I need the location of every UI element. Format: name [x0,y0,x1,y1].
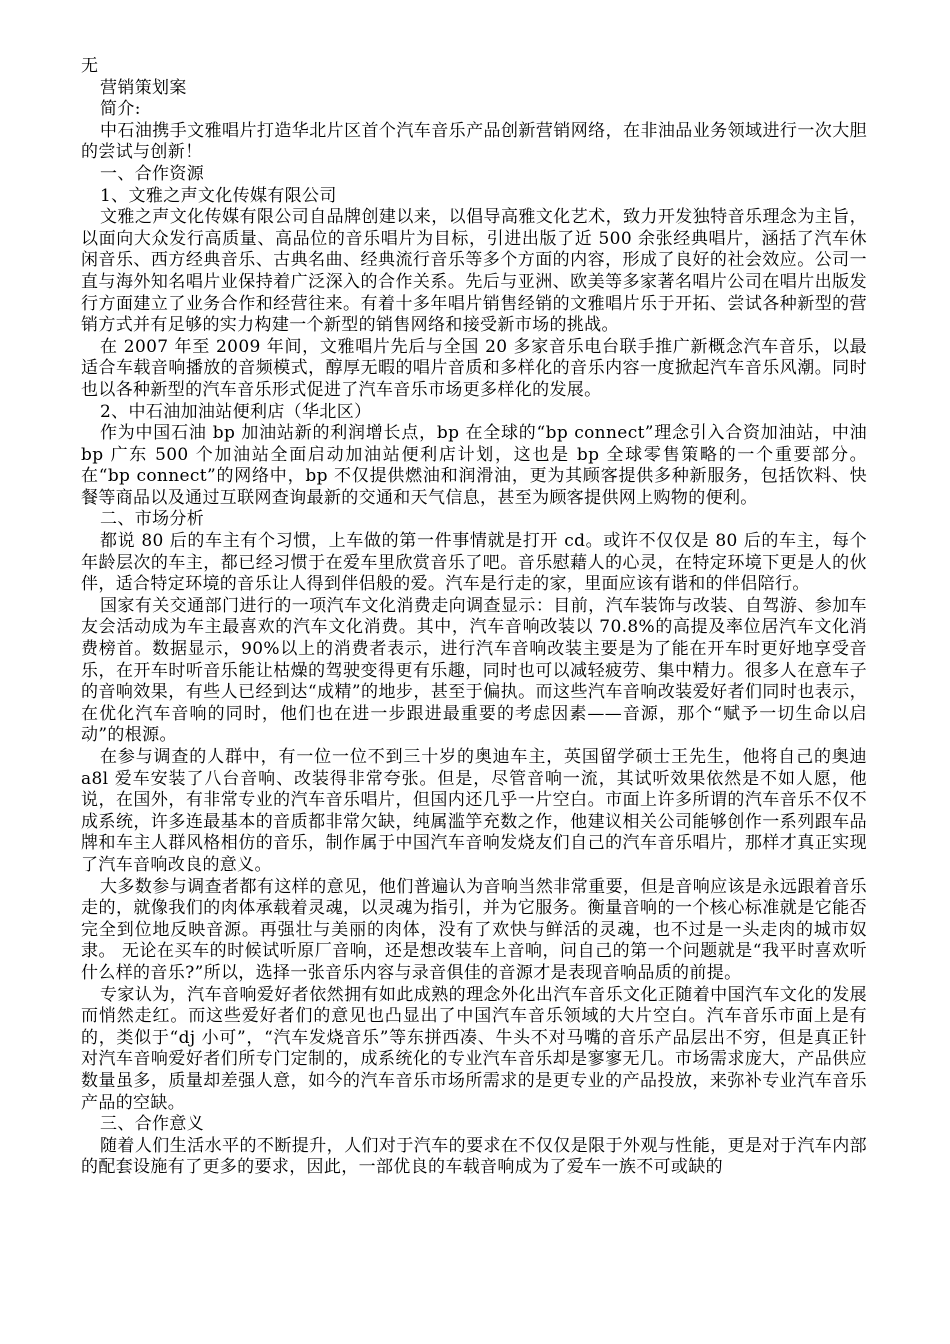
paragraph: 随着人们生活水平的不断提升，人们对于汽车的要求在不仅仅是限于外观与性能，更是对于汽车内部的配套设施有了更多的要求，因此，一部优良的车载音响成为了爱车一族不可或缺的 [81,1135,867,1178]
document-title: 营销策划案 [100,77,187,98]
paragraph: 都说 80 后的车主有个习惯，上车做的第一件事情就是打开 cd。或许不仅仅是 80 后的车主，每个年龄层次的车主，都已经习惯于在爱车里欣赏音乐了吧。音乐慰藉人的心灵，在特定环境下更是人的伙伴，适合特定环境的音乐让人得到伴侣般的爱。汽车是行走的家，里面应该有谐和的伴侣陪行。 [81,531,867,595]
section-heading-cooperation-significance: 三、合作意义 [100,1114,205,1135]
top-label: 无 [81,56,99,76]
document-page [81,56,867,1179]
intro-heading: 简介: [100,99,141,120]
paragraph: 作为中国石油 bp 加油站新的利润增长点，bp 在全球的“bp connect”理念引入合资加油站，中油 bp 广东 500 个加油站全面启动加油站便利店计划，这也是 bp 全球零售策略的一个重要部分。 在“bp connect”的网络中，bp 不仅提供燃油和润滑油，更为其顾客提供多种新服务，包括饮料、快餐等商品以及通过互联网查询最新的交通和天气信息，甚至为顾客提供网上购物的便利。 [81,423,867,508]
paragraph: 大多数参与调查者都有这样的意见，他们普遍认为音响当然非常重要，但是音响应该是永远跟着音乐走的，就像我们的肉体承载着灵魂，以灵魂为指引，并为它服务。衡量音响的一个核心标准就是它能否完全到位地反映音源。再强壮与美丽的肉体，没有了欢快与鲜活的灵魂，也不过是一头走肉的城市奴隶。 无论在买车的时候试听原厂音响，还是想改装车上音响，问自己的第一个问题就是“我平时喜欢听什么样的音乐?”所以，选择一张音乐内容与录音俱佳的音源才是表现音响品质的前提。 [81,876,867,983]
paragraph: 在参与调查的人群中，有一位一位不到三十岁的奥迪车主，英国留学硕士王先生，他将自己的奥迪 a8l 爱车安装了八台音响、改装得非常夸张。但是，尽管音响一流，其试听效果依然是不如人愿，他说，在国外，有非常专业的汽车音乐唱片，但国内还几乎一片空白。市面上许多所谓的汽车音乐不仅不成系统，许多连最基本的音质都非常欠缺，纯属滥竽充数之作，他建议相关公司能够创作一系列跟车品牌和车主人群风格相仿的音乐，制作属于中国汽车音响发烧友们自己的汽车音乐唱片，那样才真正实现了汽车音响改良的意义。 [81,747,867,875]
intro-paragraph: 中石油携手文雅唱片打造华北片区首个汽车音乐产品创新营销网络，在非油品业务领域进行一次大胆的尝试与创新！ [81,120,867,163]
paragraph: 在 2007 年至 2009 年间，文雅唱片先后与全国 20 多家音乐电台联手推广新概念汽车音乐，以最适合车载音响播放的音频模式，醇厚无暇的唱片音质和多样化的音乐内容一度掀起汽车音乐风潮。同时也以各种新型的汽车音乐形式促进了汽车音乐市场更多样化的发展。 [81,336,867,400]
paragraph: 专家认为，汽车音响爱好者依然拥有如此成熟的理念外化出汽车音乐文化正随着中国汽车文化的发展而悄然走红。而这些爱好者们的意见也凸显出了中国汽车音乐领域的大片空白。汽车音乐市面上是有的，类似于“dj 小可”，“汽车发烧音乐”等东拼西凑、牛头不对马嘴的音乐产品层出不穷，但是真正针对汽车音响爱好者们所专门定制的，成系统化的专业汽车音乐却是寥寥无几。市场需求庞大，产品供应数量虽多，质量却差强人意，如今的汽车音乐市场所需求的是更专业的产品投放，来弥补专业汽车音乐产品的空缺。 [81,984,867,1113]
section-heading-market-analysis: 二、市场分析 [100,509,205,530]
subsection-heading-petrochina: 2、中石油加油站便利店（华北区） [100,401,372,422]
paragraph: 国家有关交通部门进行的一项汽车文化消费走向调查显示：目前，汽车装饰与改装、自驾游、参加车友会活动成为车主最喜欢的汽车文化消费。其中，汽车音响改装以 70.8%的高提及率位居汽车文化消费榜首。数据显示，90%以上的消费者表示，进行汽车音响改装主要是为了能在开车时更好地享受音乐，在开车时听音乐能让枯燥的驾驶变得更有乐趣，同时也可以减轻疲劳、集中精力。很多人在意车子的音响效果，有些人已经到达“成精”的地步，甚至于偏执。而这些汽车音响改装爱好者们同时也表示，在优化汽车音响的同时，他们也在进一步跟进最重要的考虑因素——音源，那个“赋予一切生命以启动”的根源。 [81,595,867,746]
subsection-heading-wenya: 1、文雅之声文化传媒有限公司 [100,185,337,206]
paragraph: 文雅之声文化传媒有限公司自品牌创建以来，以倡导高雅文化艺术，致力开发独特音乐理念为主旨，以面向大众发行高质量、高品位的音乐唱片为目标，引进出版了近 500 余张经典唱片，涵括了汽车休闲音乐、西方经典音乐、古典名曲、经典流行音乐等多个方面的内容，形成了良好的社会效应。公司一直与海外知名唱片业保持着广泛深入的合作关系。先后与亚洲、欧美等多家著名唱片公司在唱片出版发行方面建立了业务合作和经营往来。有着十多年唱片销售经销的文雅唱片乐于开拓、尝试各种新型的营销方式并有足够的实力构建一个新型的销售网络和接受新市场的挑战。 [81,207,867,336]
section-heading-cooperation-resources: 一、合作资源 [100,163,205,184]
